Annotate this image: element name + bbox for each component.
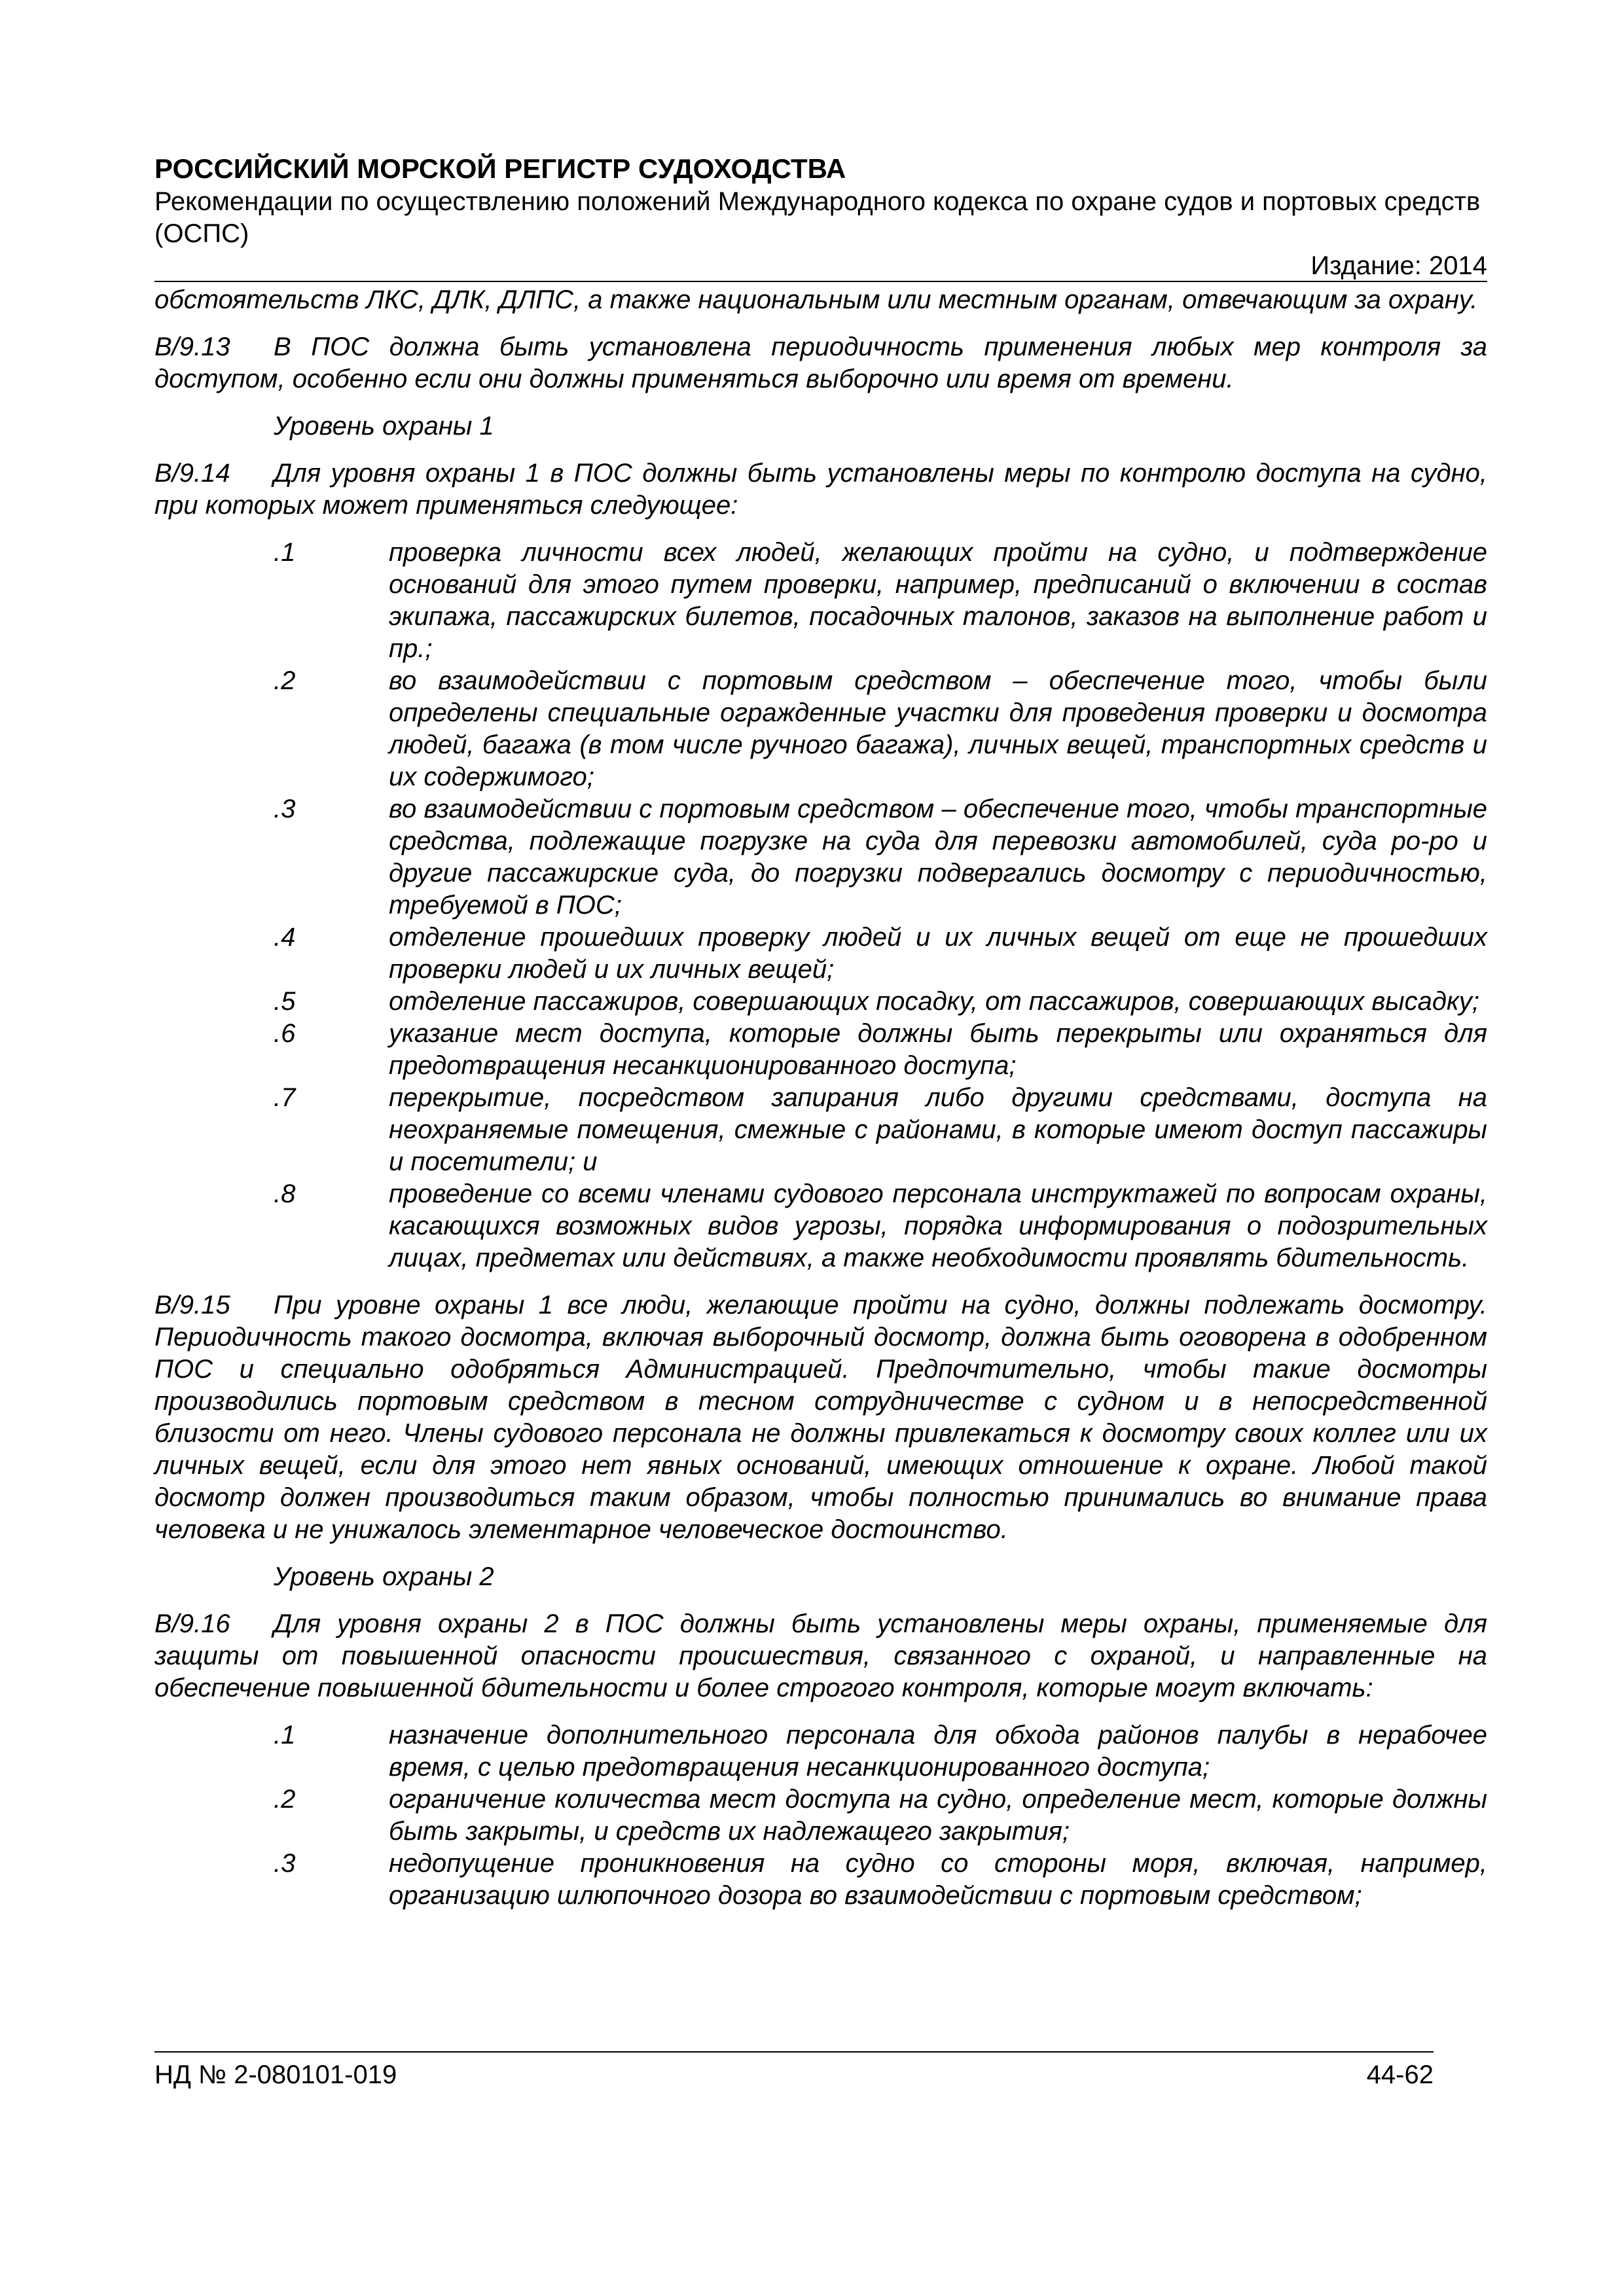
footer-divider — [154, 2051, 1434, 2053]
intro-paragraph: обстоятельств ЛКС, ДЛК, ДЛПС, а также национальным или местным органам, отвечающим за охрану. — [154, 285, 1478, 314]
page-number: 44-62 — [1366, 2060, 1434, 2089]
list-item — [154, 986, 1487, 1018]
security-level-1-heading: Уровень охраны 1 — [274, 412, 494, 440]
list-item — [154, 665, 1487, 793]
list-item-number: .1 — [274, 1721, 296, 1749]
section-code: B/9.13 — [154, 332, 230, 361]
list-item — [154, 1018, 1487, 1082]
section-text: Для уровня охраны 2 в ПОС должны быть установлены меры охраны, применяемые для защиты от повышенной опасности происшествия, связанного с охраной, и направленные на обеспечение повышенной бдительности и более строгого контроля, которые могут включать: — [154, 1609, 1487, 1702]
header-divider — [154, 281, 1487, 282]
list-item-text: указание мест доступа, которые должны быть перекрыты или охраняться для предотвращения несанкционированного доступа; — [389, 1019, 1487, 1080]
list-item — [154, 1719, 1487, 1784]
list-item-text: назначение дополнительного персонала для обхода районов палубы в нерабочее время, с целью предотвращения несанкционированного доступа; — [389, 1721, 1487, 1782]
list-item-number: .8 — [274, 1179, 296, 1208]
section-b9-14 — [154, 457, 1487, 522]
section-b9-16 — [154, 1608, 1487, 1704]
edition-label: Издание: 2014 — [1310, 251, 1487, 280]
section-code: B/9.15 — [154, 1291, 230, 1319]
list-item — [154, 1784, 1487, 1848]
list-item-number: .2 — [274, 666, 296, 695]
list-item-number: .2 — [274, 1785, 296, 1814]
b9-16-list — [154, 1719, 1487, 1912]
organization-name: РОССИЙСКИЙ МОРСКОЙ РЕГИСТР СУДОХОДСТВА — [154, 153, 846, 184]
page-header — [154, 152, 1487, 281]
list-item-number: .3 — [274, 1849, 296, 1878]
list-item-number: .3 — [274, 795, 296, 823]
list-item-text: отделение прошедших проверку людей и их личных вещей от еще не прошедших проверки людей и их личных вещей; — [389, 923, 1487, 984]
document-body — [154, 284, 1487, 1927]
list-item-text: проведение со всеми членами судового персонала инструктажей по вопросам охраны, касающихся возможных видов угрозы, порядка информирования о подозрительных лицах, предметах или действиях, а также необходимости проявлять бдительность. — [389, 1179, 1487, 1272]
section-text: При уровне охраны 1 все люди, желающие пройти на судно, должны подлежать досмотру. Периодичность такого досмотра, включая выборочный досмотр, должна быть оговорена в одобренном ПОС и специально одобряться Администрацией. Предпочтительно, чтобы такие досмотры производились портовым средством в тесном сотрудничестве с судном и в непосредственной близости от него. Члены судового персонала не должны привлекаться к досмотру своих коллег или их личных вещей, если для этого нет явных оснований, имеющих отношение к охране. Любой такой досмотр должен производиться таким образом, чтобы полностью принимались во внимание права человека и не унижалось элементарное человеческое достоинство. — [154, 1291, 1487, 1544]
document-number: НД № 2-080101-019 — [154, 2060, 397, 2089]
section-code: B/9.16 — [154, 1609, 230, 1638]
section-text: В ПОС должна быть установлена периодичность применения любых мер контроля за доступом, особенно если они должны применяться выборочно или время от времени. — [154, 332, 1487, 393]
list-item — [154, 537, 1487, 665]
list-item-text: недопущение проникновения на судно со стороны моря, включая, например, организацию шлюпочного дозора во взаимодействии с портовым средством; — [389, 1849, 1487, 1910]
list-item-number: .6 — [274, 1019, 296, 1048]
document-title: Рекомендации по осуществлению положений Международного кодекса по охране судов и портовых средств (ОСПС) — [154, 187, 1481, 248]
section-code: B/9.14 — [154, 459, 230, 488]
section-text: Для уровня охраны 1 в ПОС должны быть установлены меры по контролю доступа на судно, при которых может применяться следующее: — [154, 459, 1487, 520]
list-item-number: .5 — [274, 987, 296, 1016]
security-level-2-heading: Уровень охраны 2 — [274, 1562, 494, 1591]
list-item — [154, 1178, 1487, 1274]
list-item-number: .7 — [274, 1083, 296, 1112]
list-item-number: .4 — [274, 923, 296, 952]
section-b9-15 — [154, 1289, 1487, 1546]
list-item — [154, 1082, 1487, 1178]
section-b9-13 — [154, 331, 1487, 395]
list-item-text: во взаимодействии с портовым средством – обеспечение того, чтобы транспортные средства, подлежащие погрузке на суда для перевозки автомобилей, суда ро-ро и другие пассажирские суда, до погрузки подвергались досмотру с периодичностью, требуемой в ПОС; — [389, 795, 1487, 920]
list-item-text: во взаимодействии с портовым средством – обеспечение того, чтобы были определены специальные огражденные участки для проведения проверки и досмотра людей, багажа (в том числе ручного багажа), личных вещей, транспортных средств и их содержимого; — [389, 666, 1487, 791]
list-item-text: отделение пассажиров, совершающих посадку, от пассажиров, совершающих высадку; — [389, 987, 1480, 1016]
list-item — [154, 1848, 1487, 1912]
list-item — [154, 793, 1487, 922]
list-item-text: ограничение количества мест доступа на судно, определение мест, которые должны быть закрыты, и средств их надлежащего закрытия; — [389, 1785, 1487, 1846]
list-item-text: проверка личности всех людей, желающих пройти на судно, и подтверждение оснований для этого путем проверки, например, предписаний о включении в состав экипажа, пассажирских билетов, посадочных талонов, заказов на выполнение работ и пр.; — [389, 538, 1487, 663]
list-item-number: .1 — [274, 538, 296, 567]
list-item — [154, 922, 1487, 986]
b9-14-list — [154, 537, 1487, 1274]
list-item-text: перекрытие, посредством запирания либо другими средствами, доступа на неохраняемые помещения, смежные с районами, в которые имеют доступ пассажиры и посетители; и — [389, 1083, 1487, 1176]
